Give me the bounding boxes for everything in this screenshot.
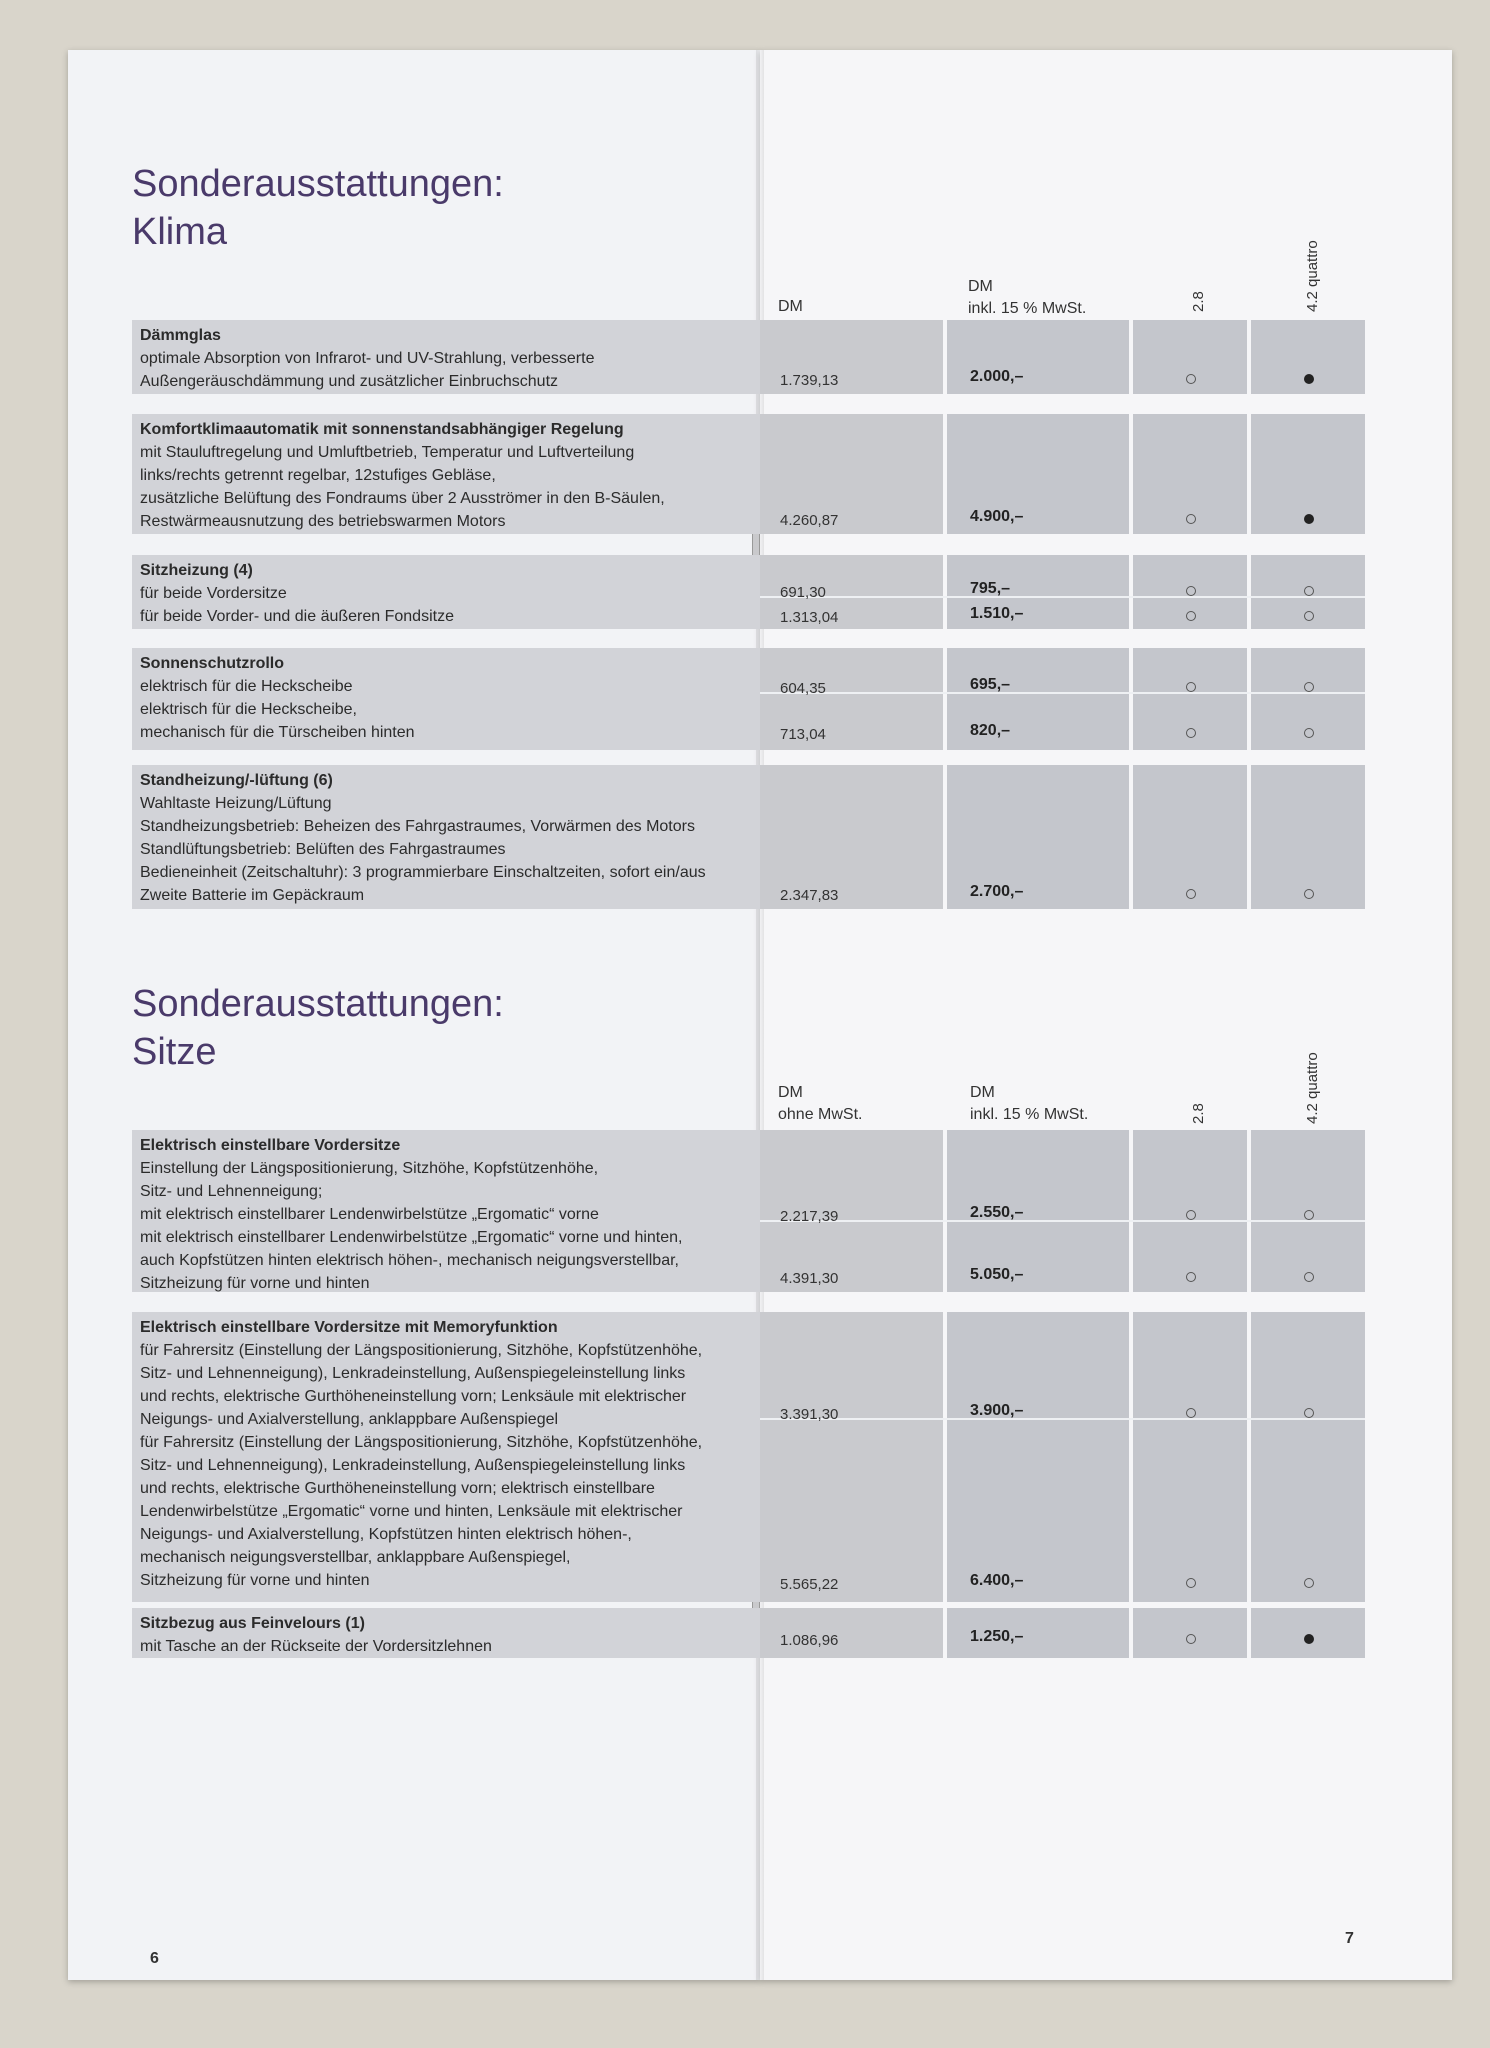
row-description [140, 1134, 760, 1295]
optional-circle-icon [1186, 586, 1196, 596]
klima-title-line2: Klima [132, 211, 228, 253]
optional-circle-icon [1186, 682, 1196, 692]
optional-circle-icon [1186, 889, 1196, 899]
row-line: und rechts, elektrische Gurthöheneinstellung vorn; Lenksäule mit elektrischer [140, 1388, 687, 1405]
row-line: Wahltaste Heizung/Lüftung [140, 795, 332, 812]
optional-circle-icon [1186, 1578, 1196, 1588]
optional-circle-icon [1186, 1634, 1196, 1644]
row-line: und rechts, elektrische Gurthöheneinstellung vorn; elektrisch einstellbare [140, 1480, 655, 1497]
price-net: 1.313,04 [780, 609, 839, 626]
price-gross: 6.400,– [970, 1572, 1024, 1589]
optional-circle-icon [1304, 586, 1314, 596]
optional-circle-icon [1186, 1272, 1196, 1282]
table-row [132, 1312, 1365, 1602]
row-title: Elektrisch einstellbare Vordersitze [140, 1137, 401, 1154]
standard-dot-icon [1304, 374, 1314, 384]
row-title: Dämmglas [140, 327, 221, 344]
row-line: für beide Vorder- und die äußeren Fondsitze [140, 608, 454, 625]
row-line: Einstellung der Längspositionierung, Sitzhöhe, Kopfstützenhöhe, [140, 1160, 599, 1177]
price-net: 713,04 [780, 726, 826, 743]
row-line: Bedieneinheit (Zeitschaltuhr): 3 programmierbare Einschaltzeiten, sofort ein/aus [140, 864, 706, 881]
optional-circle-icon [1186, 611, 1196, 621]
cell-c3 [1133, 1312, 1247, 1602]
row-line: links/rechts getrennt regelbar, 12stufiges Gebläse, [140, 467, 496, 484]
sitze-header-gross: DM inkl. 15 % MwSt. [970, 1084, 1089, 1123]
optional-circle-icon [1186, 1210, 1196, 1220]
sitze-title-line1: Sonderausstattungen: [132, 983, 504, 1025]
price-net: 1.086,96 [780, 1632, 839, 1649]
table-row [132, 648, 1365, 750]
optional-circle-icon [1186, 374, 1196, 384]
table-row [132, 555, 1365, 629]
row-line: auch Kopfstützen hinten elektrisch höhen-, mechanisch neigungsverstellbar, [140, 1252, 679, 1269]
row-divider [760, 692, 1365, 694]
row-description [140, 652, 760, 744]
optional-circle-icon [1304, 682, 1314, 692]
row-line: Sitz- und Lehnenneigung; [140, 1183, 323, 1200]
sitze-header-net: DM ohne MwSt. [778, 1084, 863, 1123]
price-gross: 820,– [970, 722, 1011, 739]
row-title: Standheizung/-lüftung (6) [140, 772, 333, 789]
row-line: Sitz- und Lehnenneigung), Lenkradeinstellung, Außenspiegeleinstellung links [140, 1457, 686, 1474]
table-row [132, 1130, 1365, 1292]
klima-title [132, 160, 504, 256]
row-divider [760, 596, 1365, 598]
row-description [140, 324, 760, 393]
row-description [140, 1612, 760, 1658]
sitze-header-28: 2.8 [1190, 1103, 1207, 1124]
klima-title-line1: Sonderausstattungen: [132, 163, 504, 205]
row-line: Sitzheizung für vorne und hinten [140, 1572, 370, 1589]
row-line: Neigungs- und Axialverstellung, anklappbare Außenspiegel [140, 1411, 559, 1428]
cell-c4 [1251, 765, 1365, 909]
row-line: mechanisch für die Türscheiben hinten [140, 724, 415, 741]
optional-circle-icon [1304, 611, 1314, 621]
row-description [140, 769, 760, 907]
row-title: Komfortklimaautomatik mit sonnenstandsabhängiger Regelung [140, 421, 624, 438]
row-description [140, 418, 760, 533]
row-line: Sitzheizung für vorne und hinten [140, 1275, 370, 1292]
cell-c4 [1251, 1312, 1365, 1602]
price-net: 5.565,22 [780, 1576, 839, 1593]
row-line: für beide Vordersitze [140, 585, 287, 602]
row-title: Sitzheizung (4) [140, 562, 253, 579]
row-line: mit Stauluftregelung und Umluftbetrieb, Temperatur und Luftverteilung [140, 444, 635, 461]
row-line: für Fahrersitz (Einstellung der Längspositionierung, Sitzhöhe, Kopfstützenhöhe, [140, 1342, 703, 1359]
table-row [132, 414, 1365, 534]
row-line: Standheizungsbetrieb: Beheizen des Fahrgastraumes, Vorwärmen des Motors [140, 818, 695, 835]
standard-dot-icon [1304, 514, 1314, 524]
row-line: zusätzliche Belüftung des Fondraums über 2 Ausströmer in den B-Säulen, [140, 490, 665, 507]
row-line: Neigungs- und Axialverstellung, Kopfstützen hinten elektrisch höhen-, [140, 1526, 632, 1543]
price-net: 4.260,87 [780, 512, 839, 529]
cell-c1 [760, 1312, 943, 1602]
price-net: 4.391,30 [780, 1270, 839, 1287]
optional-circle-icon [1186, 728, 1196, 738]
table-row [132, 320, 1365, 394]
row-line: für Fahrersitz (Einstellung der Längspositionierung, Sitzhöhe, Kopfstützenhöhe, [140, 1434, 703, 1451]
row-line: mit Tasche an der Rückseite der Vordersitzlehnen [140, 1638, 492, 1655]
row-line: Sitz- und Lehnenneigung), Lenkradeinstellung, Außenspiegeleinstellung links [140, 1365, 686, 1382]
klima-header-28: 2.8 [1190, 291, 1207, 312]
optional-circle-icon [1304, 889, 1314, 899]
price-gross: 4.900,– [970, 508, 1024, 525]
optional-circle-icon [1304, 1210, 1314, 1220]
price-net: 691,30 [780, 584, 826, 601]
row-line: Restwärmeausnutzung des betriebswarmen Motors [140, 513, 506, 530]
price-net: 1.739,13 [780, 372, 839, 389]
cell-c3 [1133, 1608, 1247, 1658]
row-line: Standlüftungsbetrieb: Belüften des Fahrgastraumes [140, 841, 506, 858]
klima-header-gross: DM inkl. 15 % MwSt. [968, 278, 1087, 317]
price-gross: 5.050,– [970, 1266, 1024, 1283]
price-gross: 1.250,– [970, 1628, 1024, 1645]
price-gross: 1.510,– [970, 605, 1024, 622]
price-net: 604,35 [780, 680, 826, 697]
klima-header-42: 4.2 quattro [1304, 240, 1321, 312]
row-line: elektrisch für die Heckscheibe [140, 678, 353, 695]
row-line: mit elektrisch einstellbarer Lendenwirbelstütze „Ergomatic“ vorne und hinten, [140, 1229, 683, 1246]
row-line: elektrisch für die Heckscheibe, [140, 701, 357, 718]
price-gross: 695,– [970, 676, 1011, 693]
optional-circle-icon [1186, 514, 1196, 524]
price-net: 2.347,83 [780, 887, 839, 904]
row-line: mit elektrisch einstellbarer Lendenwirbelstütze „Ergomatic“ vorne [140, 1206, 599, 1223]
table-row [132, 765, 1365, 909]
row-line: Außengeräuschdämmung und zusätzlicher Einbruchschutz [140, 373, 559, 390]
price-gross: 795,– [970, 580, 1011, 597]
row-title: Elektrisch einstellbare Vordersitze mit Memoryfunktion [140, 1319, 558, 1336]
optional-circle-icon [1304, 728, 1314, 738]
page-number-left: 6 [150, 1950, 159, 1967]
row-line: Lendenwirbelstütze „Ergomatic“ vorne und hinten, Lenksäule mit elektrischer [140, 1503, 683, 1520]
row-line: mechanisch neigungsverstellbar, anklappbare Außenspiegel, [140, 1549, 571, 1566]
price-gross: 2.000,– [970, 368, 1024, 385]
sitze-title [132, 980, 504, 1076]
cell-c4 [1251, 1608, 1365, 1658]
row-title: Sitzbezug aus Feinvelours (1) [140, 1615, 365, 1632]
row-description [140, 1316, 760, 1592]
row-divider [760, 1220, 1365, 1222]
optional-circle-icon [1304, 1578, 1314, 1588]
price-gross: 2.550,– [970, 1204, 1024, 1221]
optional-circle-icon [1304, 1272, 1314, 1282]
sitze-header-42: 4.2 quattro [1304, 1052, 1321, 1124]
page-number-right: 7 [1345, 1930, 1354, 1947]
row-description [140, 559, 760, 628]
price-net: 3.391,30 [780, 1406, 839, 1423]
price-gross: 3.900,– [970, 1402, 1024, 1419]
row-line: Zweite Batterie im Gepäckraum [140, 887, 365, 904]
standard-dot-icon [1304, 1634, 1314, 1644]
optional-circle-icon [1304, 1408, 1314, 1418]
row-line: optimale Absorption von Infrarot- und UV-Strahlung, verbesserte [140, 350, 595, 367]
cell-c3 [1133, 765, 1247, 909]
cell-c2 [947, 1312, 1129, 1602]
table-row [132, 1608, 1365, 1658]
optional-circle-icon [1186, 1408, 1196, 1418]
price-gross: 2.700,– [970, 883, 1024, 900]
klima-header-net: DM [778, 298, 803, 315]
sitze-title-line2: Sitze [132, 1031, 217, 1073]
row-divider [760, 1418, 1365, 1420]
price-net: 2.217,39 [780, 1208, 839, 1225]
row-title: Sonnenschutzrollo [140, 655, 284, 672]
